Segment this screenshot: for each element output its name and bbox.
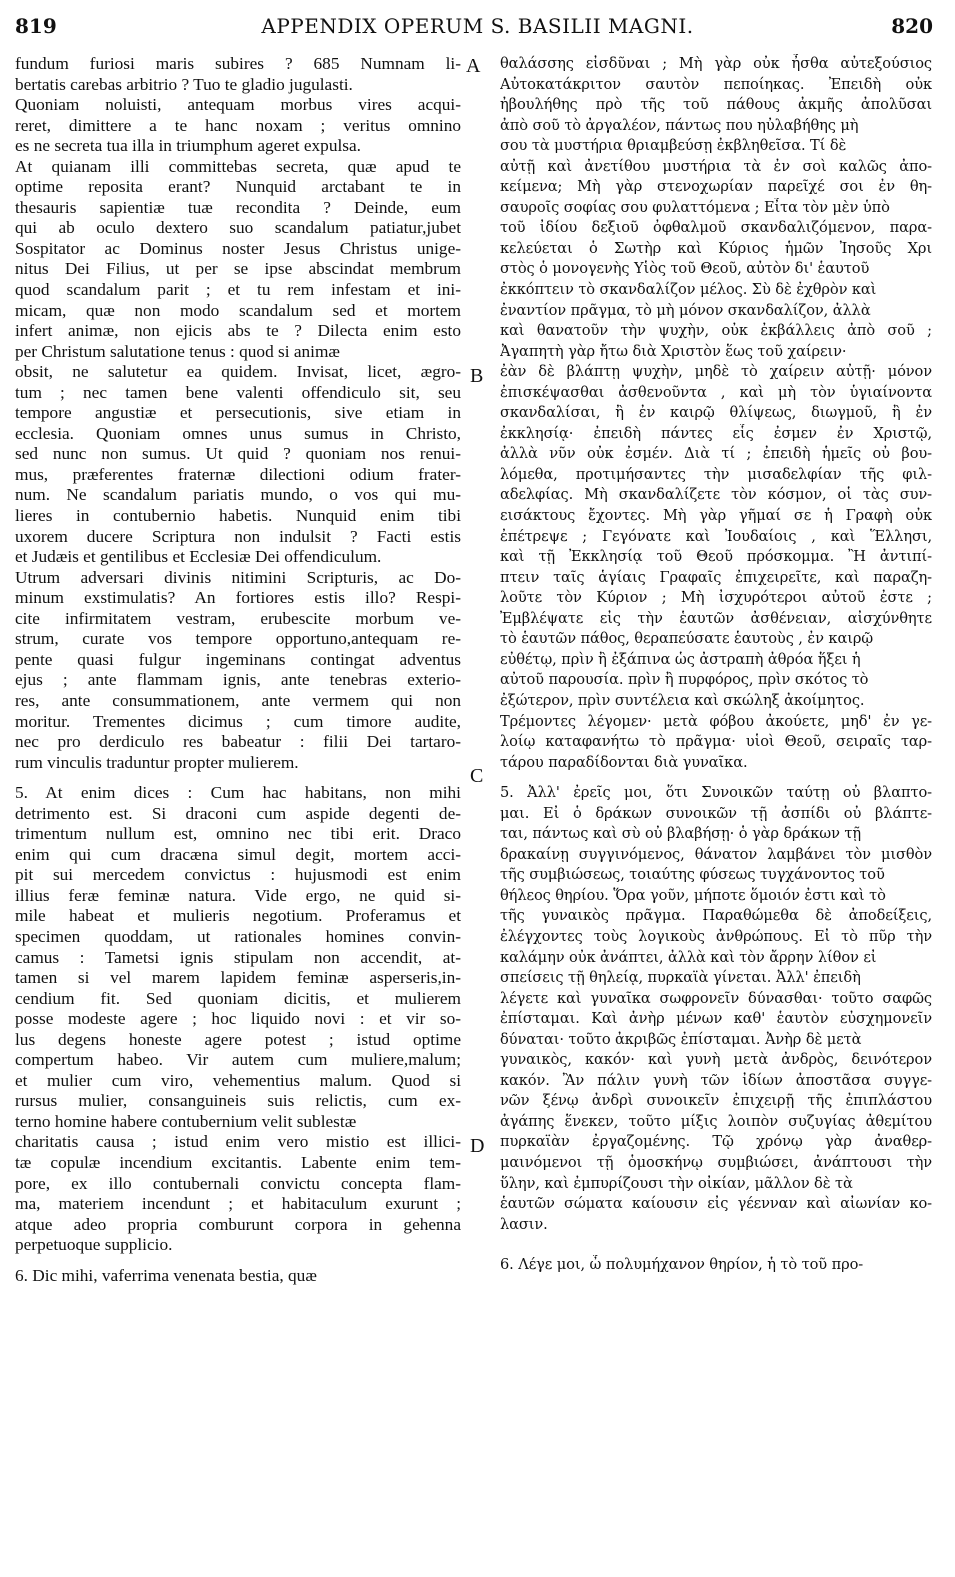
greek-text-line: καὶ τῇ Ἐκκλησίᾳ τοῦ Θεοῦ πρόσκομμα. Ἢ ἀντιπί-: [500, 548, 932, 566]
greek-text-line: τάρου παραδίδονται διὰ γυναῖκα.: [500, 753, 748, 771]
latin-text-line: tempore angustiæ et persecutionis, sive etiam in: [15, 403, 461, 423]
greek-text-line: τὸ ἑαυτῶν πάθος, θεραπεύσατε ἑαυτοὺς , ἐν καιρῷ: [500, 630, 874, 648]
greek-text-line: λέγετε καὶ γυναῖκα σωφρονεῖν δύνασθαι· τοῦτο σαφῶς: [500, 989, 932, 1007]
paragraph-gap: [500, 773, 932, 783]
greek-text-line: δύναται· τοῦτο ἀκριβῶς ἐπίσταμαι. Ἀνὴρ δὲ μετὰ: [500, 1030, 862, 1048]
greek-text-line: αὐτοῦ παρουσία. πρὶν ἢ πυρφόρος, πρὶν σκότος τὸ: [500, 671, 869, 689]
latin-text-line: pit sui mercedem convictus : hujusmodi est enim: [15, 865, 461, 885]
latin-text-line: atque adeo propria comburunt corpora in gehenna: [15, 1214, 461, 1234]
greek-text-line: στὸς ὁ μονογενὴς Υἱὸς τοῦ Θεοῦ, αὐτὸν δι' ἑαυτοῦ: [500, 260, 870, 278]
greek-text-line: 6. Λέγε μοι, ὦ πολυμήχανον θηρίον, ἡ τὸ τοῦ προ-: [500, 1256, 864, 1274]
latin-text-line: per Christum salutatione tenus : quod si animæ: [15, 341, 340, 361]
right-page-number: 820: [891, 14, 933, 38]
latin-text-line: thesauris sapientiæ tuæ recondita ? Deinde, eum: [15, 197, 461, 217]
left-page-number: 819: [15, 14, 57, 38]
latin-text-line: camus : Tametsi ignis stipulam non accendit, at-: [15, 947, 461, 967]
paragraph-gap: [15, 773, 461, 783]
latin-text-line: 5. At enim dices : Cum hac habitans, non mihi: [15, 783, 461, 803]
page-header: [0, 14, 955, 44]
greek-text-line: θαλάσσης εἰσδῦναι ; Μὴ γὰρ οὐκ ἦσθα αὐτεξούσιος: [500, 55, 932, 72]
greek-text-line: καὶ θανατοῦν τὴν ψυχὴν, οὐκ ἐκβάλλεις ἀπὸ σοῦ ;: [500, 322, 932, 340]
greek-text-line: Ἐμβλέψατε εἰς τὴν ἑαυτῶν ἀσθένειαν, αἰσχύνθητε: [500, 609, 932, 627]
latin-text-line: illius feræ feminæ natura. Vide ergo, ne quid si-: [15, 885, 461, 905]
greek-text-line: τῆς συμβιώσεως, τοιαύτης φύσεως τυγχάνοντος τοῦ: [500, 866, 885, 884]
latin-text-line: nitus Dei Filius, ut per se ipse abscindat membrum: [15, 259, 461, 279]
latin-text-line: At quianam illi committebas secreta, quæ apud te: [15, 156, 461, 176]
paragraph-gap: [500, 1245, 932, 1255]
latin-text-line: enim qui cum dracæna simul degit, mortem acci-: [15, 844, 461, 864]
latin-text-line: trimentum nullum est, omnino nec tibi erit. Draco: [15, 824, 461, 844]
greek-text-line: εὐθέτῳ, πρὶν ἢ ἐξάπινα ὡς ἀστραπὴ ἀθρόα ἥξει ἡ: [500, 650, 861, 668]
greek-text-line: Αὐτοκατάκριτον σαυτὸν πεποίηκας. Ἐπειδὴ οὐκ: [500, 75, 932, 93]
section-marker-c: C: [470, 765, 484, 787]
latin-text-line: fundum furiosi maris subires ? 685 Numnam li-: [15, 54, 461, 73]
latin-text-line: 6. Dic mihi, vaferrima venenata bestia, quæ: [15, 1265, 317, 1285]
greek-text-line: καλάμην οὐκ ἀνάπτει, ἀλλὰ καὶ τὸν ἄρρην λίθον εἰ: [500, 948, 877, 966]
latin-text-line: obsit, ne salutetur ea quidem. Invisat, licet, ægro-: [15, 362, 461, 382]
greek-text-line: 5. Ἀλλ' ἐρεῖς μοι, ὅτι Συνοικῶν ταύτῃ οὐ βλαπτο-: [500, 784, 932, 802]
latin-text-line: Utrum adversari divinis nitimini Scripturis, ac Do-: [15, 567, 461, 587]
greek-text-line: Ἀγαπητὴ γὰρ ἤτω διὰ Χριστὸν ἕως τοῦ χαίρειν·: [500, 342, 847, 360]
greek-text-line: μαινόμενοι τῇ ὁμοσκήνῳ συμβιώσει, ἀνάπτουσι τὴν: [500, 1153, 932, 1171]
latin-text-line: uxorem ducere Scriptura non indulsit ? Facti estis: [15, 526, 461, 546]
latin-text-line: tamen si vel marem lapidem feminæ asperseris,in-: [15, 968, 461, 988]
latin-text-line: Quoniam noluisti, antequam morbus vires acqui-: [15, 95, 461, 115]
greek-text-line: σκανδαλίσαι, ἢ ἐν καιρῷ θλίψεως, διωγμοῦ, ἢ ἐν: [500, 404, 932, 422]
latin-text-line: res, ante consummationem, ante vermem qui non: [15, 690, 461, 710]
section-marker-b: B: [470, 365, 484, 387]
greek-text-line: αὐτῇ καὶ ἀνετίθου μυστήρια τὰ ἐν σοὶ καλῶς ἀπο-: [500, 157, 932, 175]
latin-text-line: Sospitator ac Dominus noster Jesus Christus unige-: [15, 238, 461, 258]
latin-text-line: pente quasi fulgur ingeminans contingat adventus: [15, 649, 461, 669]
latin-text-line: es ne secreta tua illa in triumphum ageret expulsa.: [15, 136, 361, 156]
latin-text-line: mus, præferentes fraternæ dilectioni odium frater-: [15, 464, 461, 484]
greek-text-line: λοῦτε τὸν Κύριον ; Μὴ ἰσχυρότεροι αὐτοῦ ἐστε ;: [500, 589, 932, 607]
greek-text-line: ἠβουλήθης πρὸ τῆς τοῦ πάθους ἀκμῆς ἀπολῦσαι: [500, 96, 932, 114]
latin-text-line: posse modeste agere ; hoc liquido novi : et vir so-: [15, 1009, 461, 1029]
latin-text-line: quod scandalum parit ; et tu rem infestam et ini-: [15, 280, 461, 300]
latin-text-line: optime reposita erant? Nunquid arctabant te in: [15, 177, 461, 197]
greek-text-line: ἀγάπης ἕνεκεν, τοῦτο μίξις λοιπὸν συζυγίας ἀθεμίτου: [500, 1112, 932, 1130]
greek-text-line: πυρκαϊὰν ἐργαζομένης. Τῷ χρόνῳ γὰρ ἀναθερ-: [500, 1133, 932, 1151]
greek-text-line: εισάκτους ἔχοντες. Μὴ γὰρ γῆμαί σε ἡ Γραφὴ οὐκ: [500, 507, 932, 525]
greek-column: [500, 54, 932, 1276]
greek-text-line: κελεύεται ὁ Σωτὴρ καὶ Κύριος ἡμῶν Ἰησοῦς Χρι: [500, 239, 932, 257]
greek-text-line: ἀλλὰ νῦν οὐκ ἐσμέν. Διὰ τί ; ἐπειδὴ ἡμεῖς οὐ βου-: [500, 445, 932, 463]
greek-text-line: ται, πάντως καὶ σὺ οὐ βλαβήσῃ· ὁ γὰρ δράκων τῇ: [500, 825, 862, 843]
section-marker-a: A: [466, 55, 481, 77]
latin-text-line: nec pro derdiculo res babeatur : filii Dei tartaro-: [15, 732, 461, 752]
greek-text-line: ἐκκόπτειν τὸ σκανδαλίζον μέλος. Σὺ δὲ ἐχθρὸν καὶ: [500, 281, 877, 299]
latin-text-line: rursus mulier, consanguineis suis relictis, cum ex-: [15, 1091, 461, 1111]
latin-text-line: et mulier cum viro, vehementius malum. Quod si: [15, 1070, 461, 1090]
latin-text-line: specimen quoddam, ut rationales homines convin-: [15, 926, 461, 946]
latin-text-line: strum, curate vos tempore opportuno,antequam re-: [15, 629, 461, 649]
greek-text-line: γυναικὸς, κακόν· καὶ γυνὴ μετὰ ἀνδρὸς, δεινότερον: [500, 1051, 932, 1069]
greek-text-line: ἐκκλησίᾳ· ἐπειδὴ πάντες εἷς ἐσμεν ἐν Χριστῷ,: [500, 424, 932, 442]
latin-column: [15, 54, 461, 1286]
latin-text-line: perpetuoque supplicio.: [15, 1235, 173, 1255]
latin-text-line: sed nunc non sumus. Ut quid ? quoniam nos renui-: [15, 444, 461, 464]
latin-text-line: rum vinculis traduntur propter mulierem.: [15, 752, 299, 772]
greek-text-line: σαυροῖς σοφίας σου φυλαττόμενα ; Εἶτα τὸν μὲν ὑπὸ: [500, 198, 890, 216]
greek-text-line: τοῦ ἰδίου δεξιοῦ ὀφθαλμοῦ σκανδαλιζόμενον, παρα-: [500, 219, 932, 237]
latin-text-line: micam, quæ non modo scandalum sed et mortem: [15, 300, 461, 320]
greek-text-line: αδελφίας. Μὴ σκανδαλίζετε τὸν κόσμον, οἱ τὰς συν-: [500, 486, 932, 504]
latin-text-line: ecclesia. Quoniam omnes unus sumus in Christo,: [15, 423, 461, 443]
latin-text-line: qui ab oculo dextero suo scandalum patiatur,jubet: [15, 218, 461, 238]
latin-text-line: moritur. Trementes dicimus ; cum timore audite,: [15, 711, 461, 731]
greek-text-line: λοίῳ καταφανήτω τὸ πρᾶγμα· υἱοὶ Θεοῦ, σειραῖς ταρ-: [500, 733, 932, 751]
greek-text-line: σου τὰ μυστήρια θριαμβεύσῃ ἐκβληθεῖσα. Τί δὲ: [500, 137, 847, 155]
latin-text-line: pore, ex illo contubernali convictu concepta flam-: [15, 1173, 461, 1193]
greek-text-line: ἐπέτρεψε ; Γεγόνατε καὶ Ἰουδαίοις , καὶ Ἕλλησι,: [500, 527, 932, 545]
greek-text-line: λασιν.: [500, 1215, 548, 1233]
latin-text-line: infert animæ, non ejicis abs te ? Dilecta enim esto: [15, 321, 461, 341]
greek-text-line: ἑαυτῶν σώματα καίουσιν εἰς γέενναν καὶ αἰωνίαν κο-: [500, 1195, 932, 1213]
latin-text-line: lieres in contubernio habetis. Nunquid enim tibi: [15, 506, 461, 526]
latin-text-line: tæ copulæ incendium excitantis. Labente enim tem-: [15, 1152, 461, 1172]
greek-text-line: πτειν ταῖς ἁγίαις Γραφαῖς ἐπιχειρεῖτε, καὶ παραζη-: [500, 568, 932, 586]
latin-text-line: terno homine habere contubernium velit sublestæ: [15, 1111, 357, 1131]
latin-text-line: lus degens honeste agere potest ; istud optime: [15, 1029, 461, 1049]
latin-text-line: reret, dimittere a te hanc noxam ; veritus omnino: [15, 115, 461, 135]
greek-text-line: ἀπὸ σοῦ τὸ ἀργαλέον, πάντως που ηὐλαβήθης μὴ: [500, 116, 859, 134]
greek-text-line: δρακαίνῃ συγγινόμενος, θάνατον λαμβάνει τὸν μισθὸν: [500, 845, 932, 863]
latin-text-line: charitatis causa ; istud enim vero mistio est illici-: [15, 1132, 461, 1152]
latin-text-line: et Judæis et gentilibus et Ecclesiæ Dei offendiculum.: [15, 547, 382, 567]
greek-text-line: σπείσεις τῇ θηλείᾳ, πυρκαϊὰ γίνεται. Ἀλλ' ἐπειδὴ: [500, 969, 861, 987]
paragraph-gap: [500, 1235, 932, 1245]
paragraph-gap: [15, 1256, 461, 1266]
latin-text-line: detrimento est. Si draconi cum aspide degenti de-: [15, 803, 461, 823]
greek-text-line: ὕλην, καὶ ἐμπυρίζουσι τὴν οἰκίαν, μᾶλλον δὲ τὰ: [500, 1174, 853, 1192]
latin-text-line: bertatis carebas arbitrio ? Tuo te gladio jugulasti.: [15, 74, 353, 94]
latin-text-line: ma, materiem incendunt ; et habitaculum exurunt ;: [15, 1194, 461, 1214]
greek-text-line: ἐλέγχοντες τοὺς λογικοὺς ἀνθρώπους. Εἰ τὸ πῦρ τὴν: [500, 927, 932, 945]
running-title: APPENDIX OPERUM S. BASILII MAGNI.: [261, 14, 694, 38]
greek-text-line: ἐὰν δὲ βλάπτῃ ψυχὴν, μηδὲ τὸ χαίρειν αὐτῇ· μόνον: [500, 363, 932, 381]
greek-text-line: ἐναντίον πρᾶγμα, τὸ μὴ μόνον σκανδαλίζον, ἀλλὰ: [500, 301, 871, 319]
greek-text-line: κακόν. Ἂν πάλιν γυνὴ τῶν ἰδίων ἀποστᾶσα συγγε-: [500, 1071, 932, 1089]
greek-text-line: ἐξώτερον, πρὶν συντέλεια καὶ σκώληξ ἀκοίμητος.: [500, 691, 865, 709]
latin-text-line: num. Ne scandalum pariatis mundo, o vos qui mu-: [15, 485, 461, 505]
latin-text-line: mile habeat et mulieris negotium. Proferamus et: [15, 906, 461, 926]
greek-text-line: κείμενα; Μὴ γὰρ στενοχωρίαν παρεῖχέ σοι ἐν θη-: [500, 178, 932, 196]
greek-text-line: ἐπισκέψασθαι ἀσθενοῦντα , καὶ μὴ τὸν ὑγιαίνοντα: [500, 383, 932, 401]
latin-text-line: minum exstimulatis? An fortiores estis illo? Respi-: [15, 588, 461, 608]
latin-text-line: compertum habeo. Vir autem cum muliere,malum;: [15, 1050, 461, 1070]
greek-text-line: μαι. Εἰ ὁ δράκων συνοικῶν τῇ ἀσπίδι οὐ βλάπτε-: [500, 804, 932, 822]
latin-text-line: cendium fit. Sed quoniam dicitis, et mulierem: [15, 988, 461, 1008]
latin-text-line: tum ; nec tamen bene valenti offendiculo sit, seu: [15, 382, 461, 402]
latin-text-line: ejus ; ante flammam ignis, ante tenebras exterio-: [15, 670, 461, 690]
greek-text-line: λόμεθα, προτιμήσαντες τὴν μισαδελφίαν τῆς φιλ-: [500, 465, 932, 483]
greek-text-line: τῆς γυναικὸς πρᾶγμα. Παραθώμεθα δὲ ἀποδείξεις,: [500, 907, 932, 925]
greek-text-line: ἐπίσταμαι. Καὶ ἀνὴρ μένων καθ' ἑαυτὸν εὐσχημονεῖν: [500, 1010, 932, 1028]
latin-text-line: cite infirmitatem vestram, erubescite morbum ve-: [15, 608, 461, 628]
greek-text-line: νῶν ξένῳ ἀνδρὶ συνοικεῖν ἐπιχειρῇ τῆς ἐπιπλάστου: [500, 1092, 932, 1110]
greek-text-line: θήλεος θηρίου. Ὅρα γοῦν, μήποτε ὅμοιόν ἐστι καὶ τὸ: [500, 886, 886, 904]
greek-text-line: Τρέμοντες λέγομεν· μετὰ φόβου ἀκούετε, μηδ' ἐν γε-: [500, 712, 932, 730]
section-marker-d: D: [470, 1135, 485, 1157]
